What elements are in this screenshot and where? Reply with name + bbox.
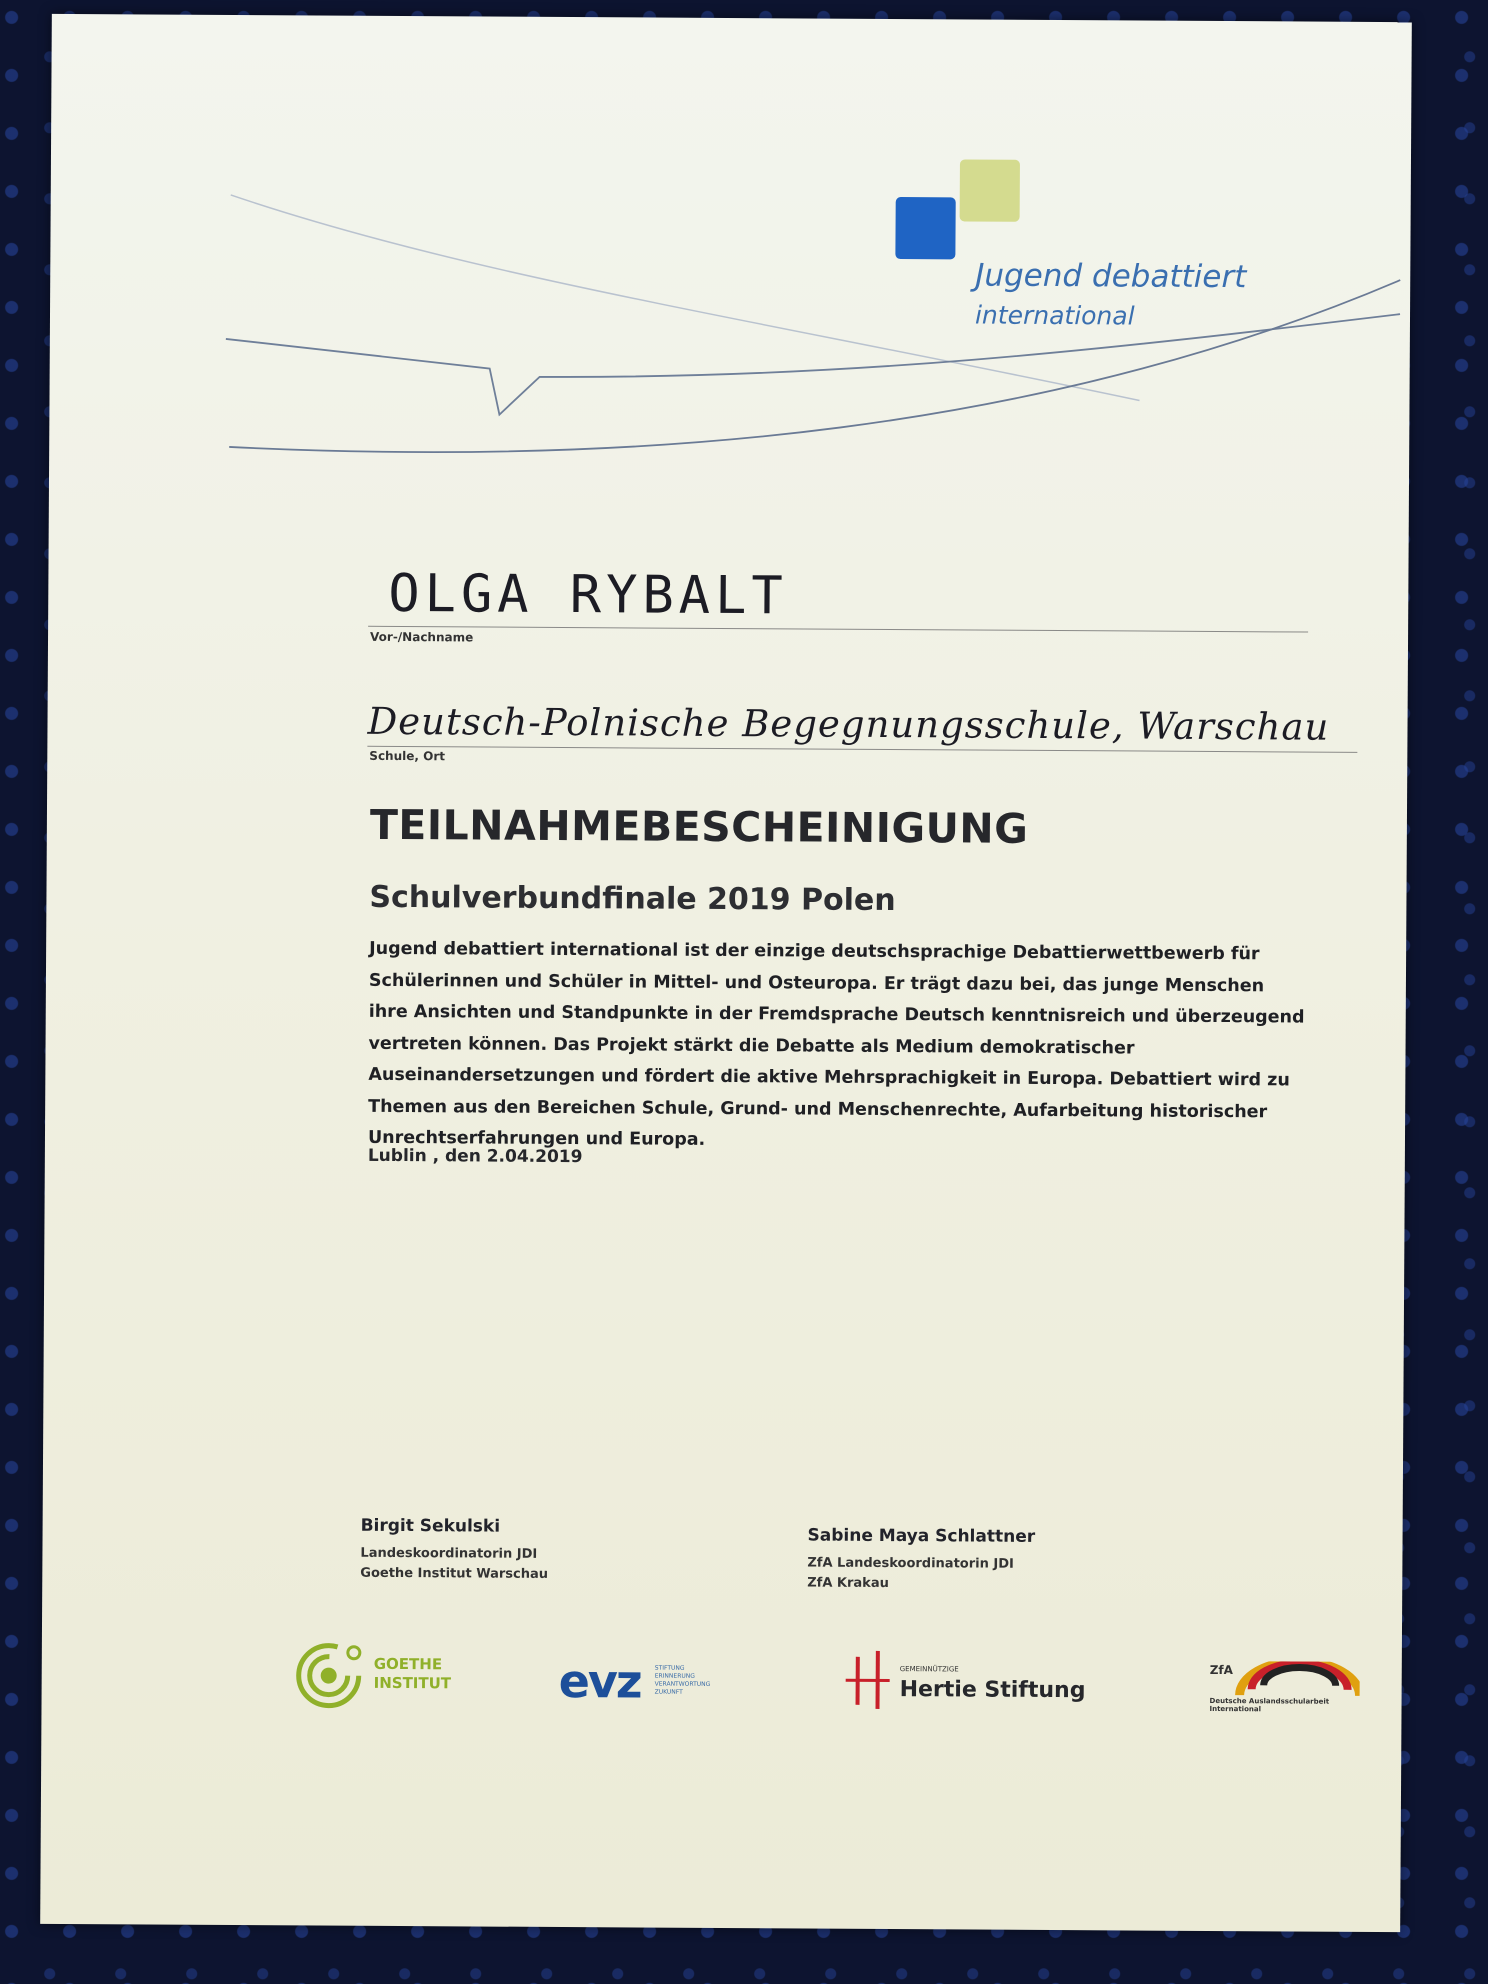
hertie-text: Hertie Stiftung	[899, 1677, 1086, 1704]
logo-subtitle: international	[974, 300, 1135, 331]
logo-blue-square	[895, 197, 955, 259]
logo-title: Jugend debattiert	[975, 257, 1247, 296]
zfa-logo	[1209, 1661, 1359, 1722]
jdi-logo	[895, 159, 1296, 341]
zfa-abbr: ZfA	[1209, 1662, 1234, 1678]
certificate-subtitle: Schulverbundfinale 2019 Polen	[369, 879, 896, 919]
hertie-h-icon	[841, 1649, 893, 1711]
certificate-sheet	[40, 14, 1412, 1932]
evz-subtext: STIFTUNG ERINNERUNG VERANTWORTUNG ZUKUNFT	[654, 1664, 711, 1696]
name-label: Vor-/Nachname	[370, 629, 474, 645]
evz-logo	[558, 1654, 748, 1715]
logo-green-square	[960, 159, 1020, 221]
signatory-1-role: Landeskoordinatorin JDI	[360, 1545, 538, 1562]
signatory-2-role: ZfA Landeskoordinatorin JDI	[807, 1555, 1014, 1572]
goethe-circle-icon	[293, 1640, 363, 1710]
certificate-title: TEILNAHMEBESCHEINIGUNG	[369, 800, 1029, 853]
signatory-1	[360, 1516, 548, 1585]
name-underline	[368, 626, 1308, 633]
goethe-line1: GOETHE	[373, 1654, 443, 1674]
signatory-2-org: ZfA Krakau	[807, 1575, 889, 1592]
signatory-1-org: Goethe Institut Warschau	[360, 1565, 549, 1582]
participant-school: Deutsch-Polnische Begegnungsschule, Warschau	[367, 699, 1330, 749]
certificate-body: Jugend debattiert international ist der einzige deutschsprachige Debattierwettbewerb für Schülerinnen und Schüler in Mittel- und Osteuropa. Er trägt dazu bei, das junge Menschen ihre Ansichten und Standpunkte in der Fremdsprache Deutsch kenntnisreich und überzeugend vertreten können. Das Projekt stärkt die Debatte als Medium demokratischer Auseinandersetzungen und fördert die aktive Mehrsprachigkeit in Europa. Debattiert wird zu Themen aus den Bereichen Schule, Grund- und Menschenrechte, Aufarbeitung historischer Unrechtserfahrungen und Europa.	[367, 938, 1305, 1150]
hertie-logo	[841, 1649, 1086, 1720]
goethe-text	[374, 1655, 452, 1693]
participant-name: OLGA RYBALT	[388, 563, 788, 627]
goethe-logo	[293, 1640, 473, 1711]
evz-text: evz	[558, 1653, 641, 1709]
signatory-2-name: Sabine Maya Schlattner	[807, 1525, 1036, 1547]
signatory-2	[807, 1526, 1035, 1595]
school-label: Schule, Ort	[369, 748, 446, 764]
hertie-small-text: GEMEINNÜTZIGE	[899, 1665, 959, 1674]
goethe-line2: INSTITUT	[373, 1673, 452, 1693]
place-date: Lublin , den 2.04.2019	[367, 1145, 583, 1168]
signatory-1-name: Birgit Sekulski	[360, 1515, 501, 1537]
zfa-full: Deutsche Auslandsschularbeit International	[1209, 1696, 1330, 1714]
